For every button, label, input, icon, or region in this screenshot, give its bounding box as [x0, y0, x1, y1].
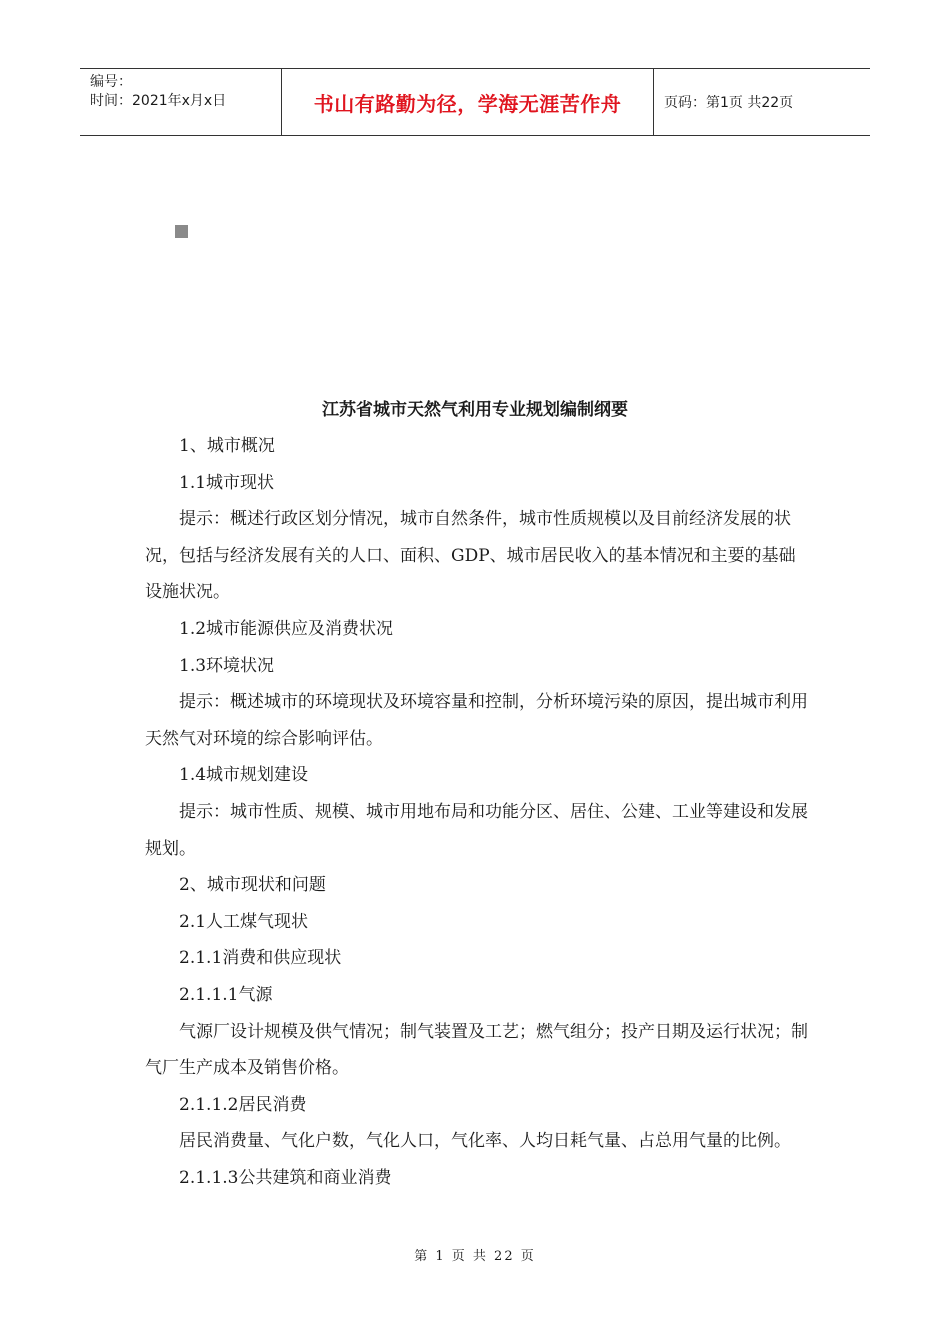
paragraph: 2.1人工煤气现状 [179, 911, 309, 932]
paragraph: 1、城市概况 [179, 436, 275, 456]
page-footer: 第 1 页 共 22 页 [414, 1249, 536, 1264]
header-meta [80, 69, 282, 135]
header-motto: 书山有路勤为径，学海无涯苦作舟 [282, 69, 654, 135]
paragraph: 提示：概述城市的环境现状及环境容量和控制，分析环境污染的原因，提出城市利用天然气对环境的综合影响评估。 [145, 692, 808, 749]
paragraph: 居民消费量、气化户数，气化人口，气化率、人均日耗气量、占总用气量的比例。 [179, 1131, 791, 1152]
paragraph: 气源厂设计规模及供气情况；制气装置及工艺；燃气组分；投产日期及运行状况；制气厂生产成本及销售价格。 [145, 1021, 808, 1079]
paragraph: 2.1.1.1气源 [179, 984, 273, 1005]
paragraph: 2、城市现状和问题 [179, 875, 326, 896]
page-header [80, 68, 870, 136]
paragraph: 1.2城市能源供应及消费状况 [179, 618, 394, 639]
paragraph: 提示：概述行政区划分情况，城市自然条件，城市性质规模以及目前经济发展的状况，包括与经济发展有关的人口、面积、GDP、城市居民收入的基本情况和主要的基础设施状况。 [145, 509, 796, 603]
paragraph: 1.3环境状况 [179, 655, 275, 676]
paragraph: 2.1.1消费和供应现状 [179, 948, 342, 969]
paragraph: 1.4城市规划建设 [179, 765, 309, 786]
time-label: 时间：2021年x月x日 [90, 93, 227, 109]
square-bullet-icon [175, 225, 188, 238]
paragraph: 提示：城市性质、规模、城市用地布局和功能分区、居住、公建、工业等建设和发展规划。 [145, 801, 808, 859]
paragraph: 1.1城市现状 [179, 472, 275, 493]
document-title: 江苏省城市天然气利用专业规划编制纲要 [322, 400, 628, 420]
number-label: 编号： [90, 74, 132, 90]
document-body [145, 428, 810, 1196]
paragraph: 2.1.1.3公共建筑和商业消费 [179, 1167, 392, 1188]
paragraph: 2.1.1.2居民消费 [179, 1094, 307, 1115]
header-page-info: 页码：第1页 共22页 [664, 95, 794, 111]
